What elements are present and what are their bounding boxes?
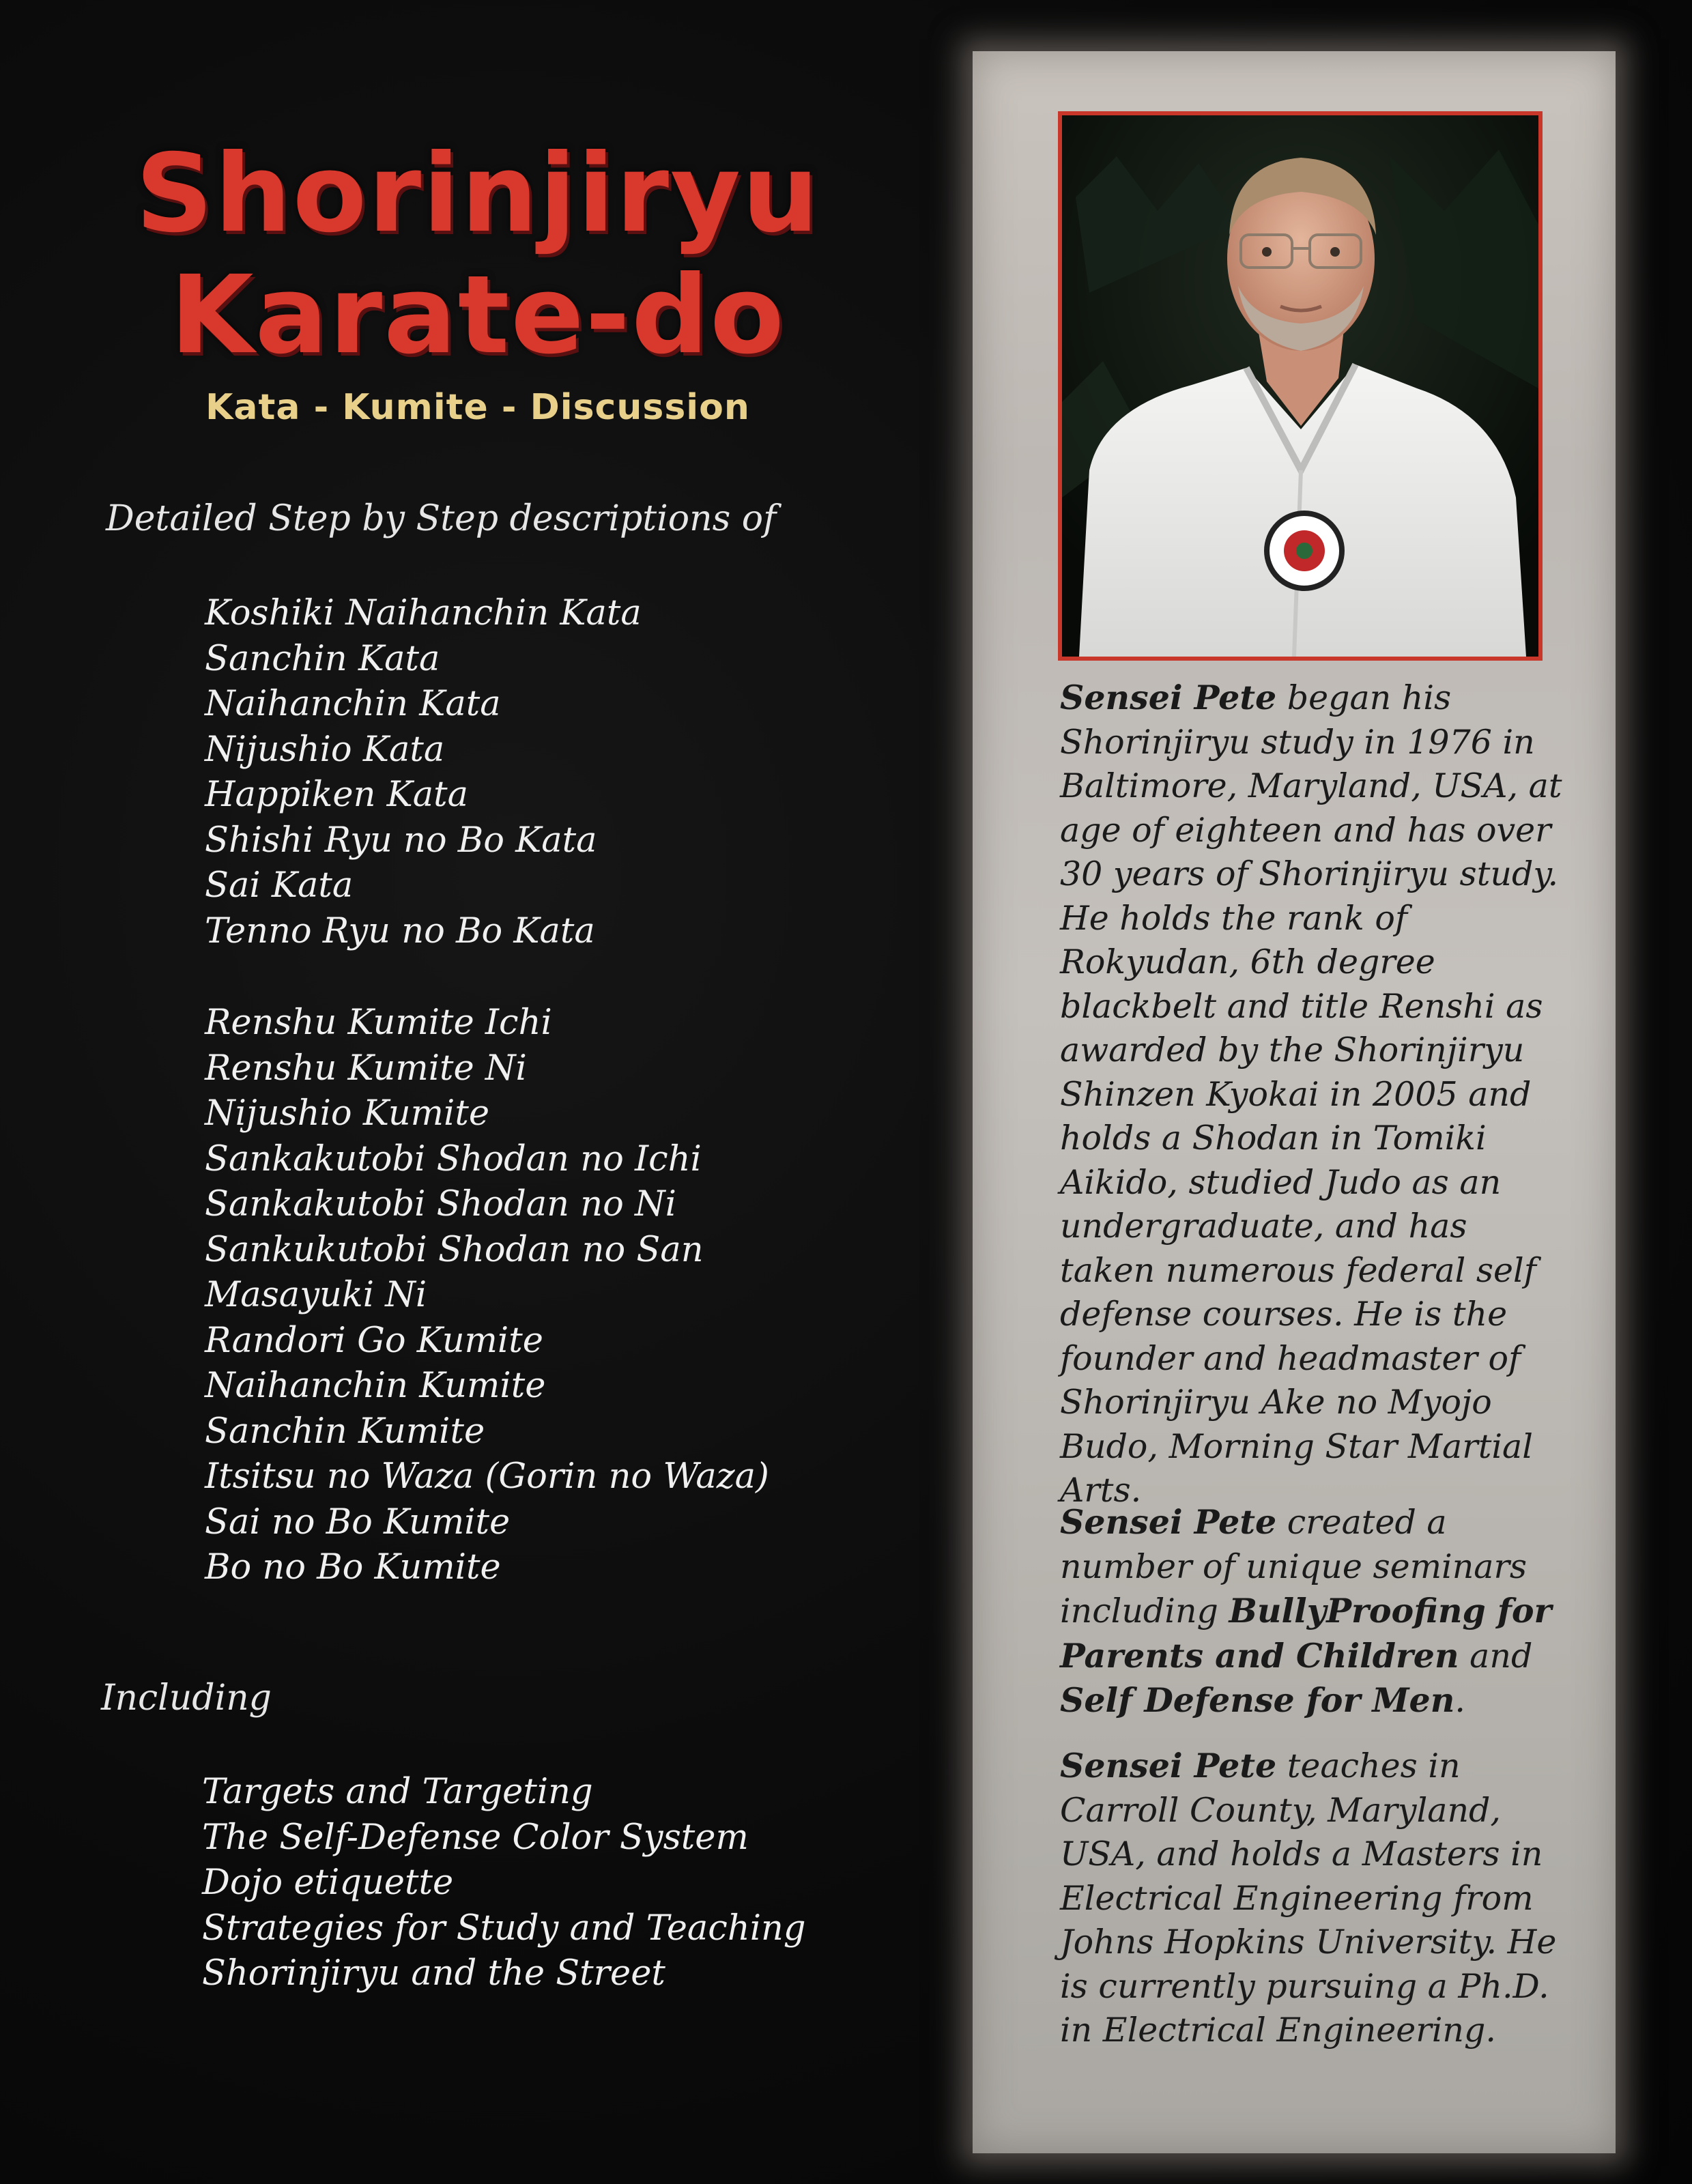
including-intro: Including — [101, 1678, 272, 1719]
kata-list — [205, 591, 642, 954]
kata-item: Shishi Ryu no Bo Kata — [205, 820, 597, 861]
bio-text-1: began his Shorinjiryu study in 1976 in Baltimore, Maryland, USA, at age of eighteen and has over 30 years of Shorinjiryu study. He holds the rank of Rokyudan, 6th degree blackbelt and title Renshi as awarded by the Shorinjiryu Shinzen Kyokai in 2005 and holds a Shodan in Tomiki Aikido, studied Judo as an undergraduate, and has taken numerous federal self defense courses. He is the founder and headmaster of Shorinjiryu Ake no Myojo Budo, Morning Star Martial Arts. — [1060, 678, 1562, 1510]
kumite-item: Sankakutobi Shodan no Ni — [205, 1184, 676, 1224]
including-item: The Self-Defense Color System — [202, 1817, 749, 1858]
including-item: Dojo etiquette — [202, 1863, 454, 1903]
kumite-item: Sai no Bo Kumite — [205, 1502, 511, 1542]
kumite-item: Sankukutobi Shodan no San — [205, 1229, 704, 1270]
title-line-1: Shorinjiryu — [135, 131, 820, 257]
bio-text-2c: . — [1454, 1681, 1465, 1720]
kata-item: Happiken Kata — [205, 775, 469, 815]
including-item: Strategies for Study and Teaching — [202, 1908, 806, 1949]
kumite-item: Randori Go Kumite — [205, 1320, 543, 1361]
bio-name-3: Sensei Pete — [1060, 1746, 1277, 1785]
bio-paragraph-2 — [1060, 1500, 1565, 1723]
bio-name-1: Sensei Pete — [1060, 678, 1277, 717]
kumite-item: Nijushio Kumite — [205, 1093, 490, 1134]
kumite-item: Naihanchin Kumite — [205, 1366, 546, 1406]
kata-intro: Detailed Step by Step descriptions of — [106, 498, 777, 539]
bio-text-3: teaches in Carroll County, Maryland, USA, and holds a Masters in Electrical Engineering from Johns Hopkins University. He is currently pursuing a Ph.D. in Electrical Engineering. — [1060, 1747, 1557, 2050]
kata-item: Tenno Ryu no Bo Kata — [205, 910, 595, 951]
including-item: Targets and Targeting — [202, 1772, 593, 1812]
kata-item: Naihanchin Kata — [205, 684, 501, 724]
kumite-item: Sanchin Kumite — [205, 1411, 485, 1452]
bio-paragraph-1 — [1060, 676, 1565, 1513]
bio-seminar-1: BullyProofing for Parents and Children — [1060, 1591, 1552, 1676]
author-photo — [1058, 111, 1543, 661]
kumite-item: Sankakutobi Shodan no Ichi — [205, 1138, 702, 1179]
author-panel — [973, 51, 1616, 2153]
bio-text-2b: and — [1459, 1636, 1533, 1676]
kumite-item: Itsitsu no Waza (Gorin no Waza) — [205, 1456, 769, 1497]
bio-text-2a: created a number of unique seminars including — [1060, 1503, 1528, 1630]
kumite-item: Renshu Kumite Ichi — [205, 1003, 552, 1043]
kumite-item: Masayuki Ni — [205, 1275, 427, 1315]
including-item: Shorinjiryu and the Street — [202, 1953, 665, 1994]
including-list — [202, 1770, 806, 1997]
bio-paragraph-3 — [1060, 1744, 1565, 2053]
title-line-2: Karate-do — [170, 253, 786, 378]
kata-item: Koshiki Naihanchin Kata — [205, 593, 642, 633]
kata-item: Nijushio Kata — [205, 729, 445, 770]
kata-item: Sai Kata — [205, 865, 354, 906]
bio-seminar-2: Self Defense for Men — [1060, 1680, 1455, 1720]
kata-item: Sanchin Kata — [205, 638, 440, 679]
author-portrait-image — [1062, 115, 1538, 657]
kumite-list — [205, 1001, 769, 1591]
kumite-item: Bo no Bo Kumite — [205, 1547, 501, 1587]
kumite-item: Renshu Kumite Ni — [205, 1048, 527, 1089]
bio-name-2: Sensei Pete — [1060, 1502, 1277, 1542]
subtitle: Kata - Kumite - Discussion — [205, 387, 750, 428]
